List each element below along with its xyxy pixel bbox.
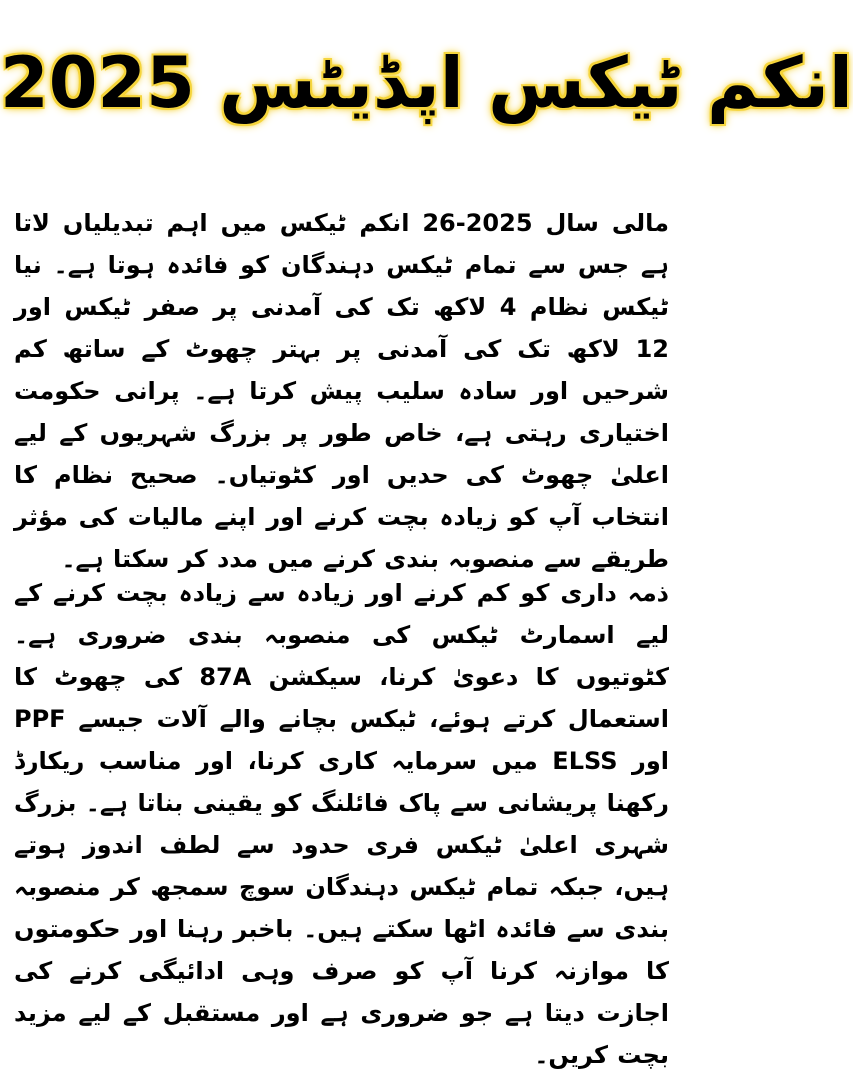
page-title: انکم ٹیکس اپڈیٹس 2025 [0,42,853,124]
paragraph-tax-planning: ذمہ داری کو کم کرنے اور زیادہ سے زیادہ بچت کرنے کے لیے اسمارٹ ٹیکس کی منصوبہ بندی ضروری ہے۔ کٹوتیوں کا دعویٰ کرنا، سیکشن 87A کی چھوٹ کا استعمال کرتے ہوئے، ٹیکس بچانے والے آلات جیسے PPF اور ELSS میں سرمایہ کاری کرنا، اور مناسب ریکارڈ رکھنا پریشانی سے پاک فائلنگ کو یقینی بناتا ہے۔ بزرگ شہری اعلیٰ ٹیکس فری حدود سے لطف اندوز ہوتے ہیں، جبکہ تمام ٹیکس دہندگان سوچ سمجھ کر منصوبہ بندی سے فائدہ اٹھا سکتے ہیں۔ باخبر رہنا اور حکومتوں کا موازنہ کرنا آپ کو صرف وہی ادائیگی کرنے کی اجازت دیتا ہے جو ضروری ہے اور مستقبل کے لیے مزید بچت کریں۔ [14,579,670,1069]
title-banner [0,8,853,158]
paragraph-intro: مالی سال 2025-26 انکم ٹیکس میں اہم تبدیلیاں لاتا ہے جس سے تمام ٹیکس دہندگان کو فائدہ ہوتا ہے۔ نیا ٹیکس نظام 4 لاکھ تک کی آمدنی پر صفر ٹیکس اور 12 لاکھ تک کی آمدنی پر بہتر چھوٹ کے ساتھ کم شرحیں اور سادہ سلیب پیش کرتا ہے۔ پرانی حکومت اختیاری رہتی ہے، خاص طور پر بزرگ شہریوں کے لیے اعلیٰ چھوٹ کی حدیں اور کٹوتیاں۔ صحیح نظام کا انتخاب آپ کو زیادہ بچت کرنے اور اپنے مالیات کی مؤثر طریقے سے منصوبہ بندی کرنے میں مدد کر سکتا ہے۔ [14,209,670,573]
